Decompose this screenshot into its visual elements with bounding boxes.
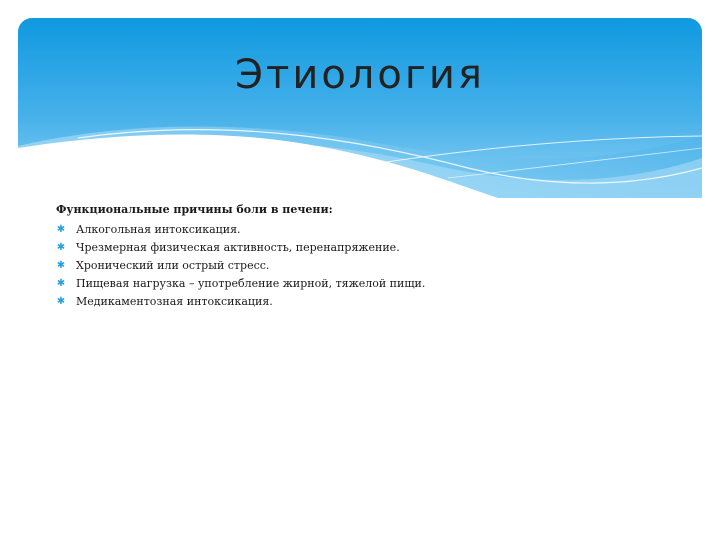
asterisk-icon: ✱ <box>56 278 66 289</box>
asterisk-icon: ✱ <box>56 224 66 235</box>
list-item-text: Хронический или острый стресс. <box>76 259 270 272</box>
list-item <box>56 241 676 254</box>
list-item-text: Пищевая нагрузка – употребление жирной, тяжелой пищи. <box>76 277 426 290</box>
bullet-list <box>56 223 676 308</box>
header-wave-graphic <box>18 18 702 198</box>
body-heading: Функциональные причины боли в печени: <box>56 203 333 216</box>
asterisk-icon: ✱ <box>56 260 66 271</box>
slide-title: Этиология <box>235 52 485 98</box>
list-item <box>56 295 676 308</box>
list-item-text: Алкогольная интоксикация. <box>76 223 241 236</box>
list-item <box>56 223 676 236</box>
list-item-text: Медикаментозная интоксикация. <box>76 295 273 308</box>
list-item-text: Чрезмерная физическая активность, перенапряжение. <box>76 241 400 254</box>
list-item <box>56 277 676 290</box>
header-banner <box>18 18 702 198</box>
asterisk-icon: ✱ <box>56 296 66 307</box>
asterisk-icon: ✱ <box>56 242 66 253</box>
list-item <box>56 259 676 272</box>
slide-body <box>56 203 676 313</box>
